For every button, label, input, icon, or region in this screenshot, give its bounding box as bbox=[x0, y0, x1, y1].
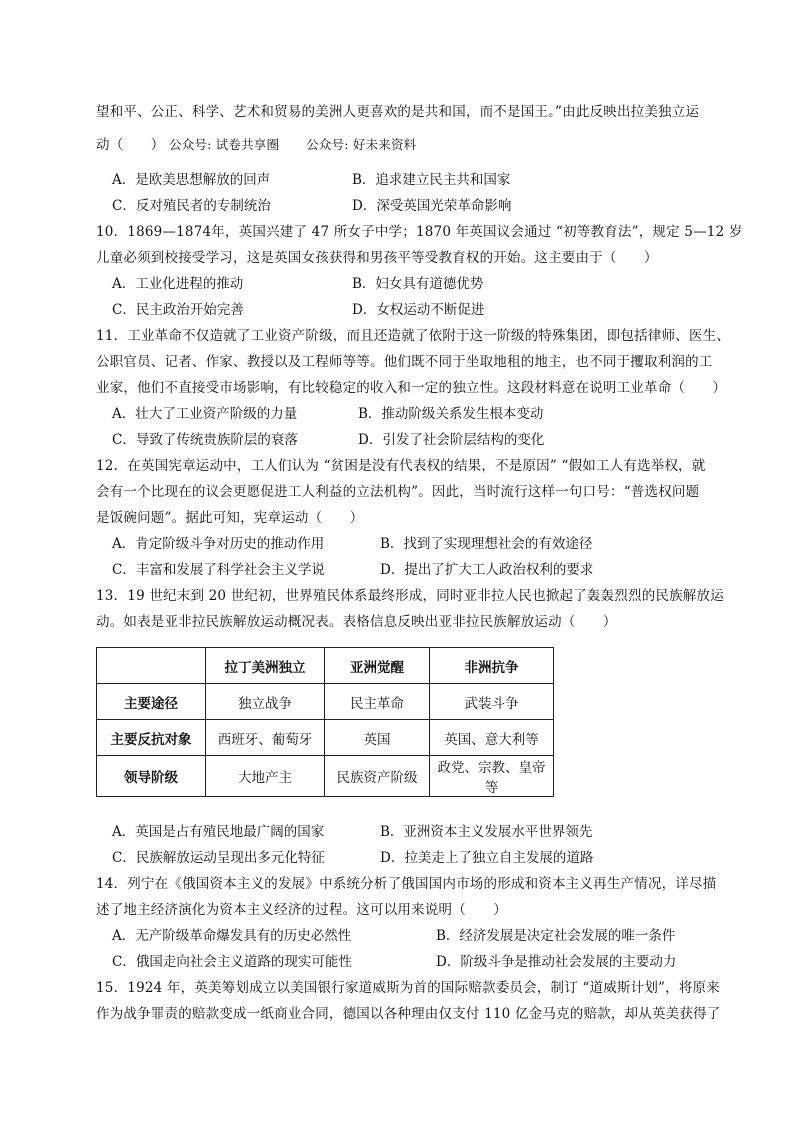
q14-option-b: B．经济发展是决定社会发展的唯一条件 bbox=[436, 928, 676, 944]
table-cell: 民族资产阶级 bbox=[325, 756, 430, 797]
q15-line-2: 作为战争罪责的赔款变成一纸商业合同，德国以各种理由仅支付 110 亿金马克的赔款，却从英美获得了 bbox=[96, 1006, 721, 1022]
q9-option-a: A．是欧美思想解放的回声 bbox=[112, 172, 271, 188]
q10-option-d: D．女权运动不断促进 bbox=[352, 302, 485, 318]
table-cell: 领导阶级 bbox=[97, 756, 206, 797]
q13-line-2: 动。如表是亚非拉民族解放运动概况表。表格信息反映出亚非拉民族解放运动（ ） bbox=[96, 614, 617, 630]
q11-option-a: A．壮大了工业资产阶级的力量 bbox=[112, 406, 298, 422]
q9-line-1: 望和平、公正、科学、艺术和贸易的美洲人更喜欢的是共和国，而不是国王。”由此反映出拉美独立运 bbox=[96, 104, 700, 120]
q15-line-1: 15．1924 年，英美筹划成立以美国银行家道威斯为首的国际赔款委员会，制订 “道威斯计划”，将原来 bbox=[96, 980, 720, 996]
table-cell: 政党、宗教、皇帝等 bbox=[430, 756, 554, 797]
q10-option-a: A．工业化进程的推动 bbox=[112, 276, 244, 292]
table-row bbox=[97, 756, 554, 797]
q12-option-b: B．找到了实现理想社会的有效途径 bbox=[380, 536, 593, 552]
q14-option-c: C．俄国走向社会主义道路的现实可能性 bbox=[112, 954, 352, 970]
q13-option-b: B．亚洲资本主义发展水平世界领先 bbox=[380, 824, 593, 840]
q14-line-2: 述了地主经济演化为资本主义经济的过程。这可以用来说明（ ） bbox=[96, 902, 507, 918]
watermark-text-2: 公众号: 好未来资料 bbox=[306, 137, 417, 152]
q9-line-2 bbox=[96, 133, 416, 153]
q12-line-2: 会有一个比现在的议会更愿促进工人利益的立法机构”。因此，当时流行这样一句口号：“普选权问题 bbox=[96, 484, 700, 500]
table-row bbox=[97, 684, 554, 720]
q12-line-1: 12．在英国宪章运动中，工人们认为 “贫困是没有代表权的结果，不是原因” “假如工人有选举权，就 bbox=[96, 458, 706, 474]
q10-option-b: B．妇女具有道德优势 bbox=[352, 276, 484, 292]
table-header-cell: 拉丁美洲独立 bbox=[206, 648, 325, 684]
q13-option-a: A．英国是占有殖民地最广阔的国家 bbox=[112, 824, 325, 840]
q11-option-b: B．推动阶级关系发生根本变动 bbox=[358, 406, 544, 422]
q11-line-1: 11．工业革命不仅造就了工业资产阶级，而且还造就了依附于这一阶级的特殊集团，即包括律师、医生、 bbox=[96, 328, 731, 344]
q10-option-c: C．民主政治开始完善 bbox=[112, 302, 244, 318]
q12-option-c: C．丰富和发展了科学社会主义学说 bbox=[112, 562, 325, 578]
q14-option-d: D．阶级斗争是推动社会发展的主要动力 bbox=[436, 954, 677, 970]
q11-line-3: 业家，他们不直接受市场影响，有比较稳定的收入和一定的独立性。这段材料意在说明工业革命（ ） bbox=[96, 380, 727, 396]
q12-line-3: 是饭碗问题”。据此可知，宪章运动（ ） bbox=[96, 510, 364, 526]
table-cell: 民主革命 bbox=[325, 684, 430, 720]
table-cell: 英国 bbox=[325, 720, 430, 756]
q12-option-a: A．肯定阶级斗争对历史的推动作用 bbox=[112, 536, 325, 552]
watermark-text-1: 公众号: 试卷共享圈 bbox=[169, 137, 280, 152]
table-cell: 主要途径 bbox=[97, 684, 206, 720]
table-row bbox=[97, 720, 554, 756]
liberation-movement-table bbox=[96, 647, 554, 797]
q9-option-d: D．深受英国光荣革命影响 bbox=[352, 198, 512, 214]
table-cell: 主要反抗对象 bbox=[97, 720, 206, 756]
table-cell: 大地产主 bbox=[206, 756, 325, 797]
table-cell: 英国、意大利等 bbox=[430, 720, 554, 756]
table-header-cell bbox=[97, 648, 206, 684]
table-header-row bbox=[97, 648, 554, 684]
q11-line-2: 公职官员、记者、作家、教授以及工程师等等。他们既不同于坐取地租的地主，也不同于攫取利润的工 bbox=[96, 354, 713, 370]
q11-option-c: C．导致了传统贵族阶层的衰落 bbox=[112, 432, 298, 448]
table-cell: 武装斗争 bbox=[430, 684, 554, 720]
q14-line-1: 14．列宁在《俄国资本主义的发展》中系统分析了俄国国内市场的形成和资本主义再生产情况，详尽描 bbox=[96, 876, 717, 892]
table-header-cell: 非洲抗争 bbox=[430, 648, 554, 684]
q12-option-d: D．提出了扩大工人政治权利的要求 bbox=[380, 562, 594, 578]
q13-option-c: C．民族解放运动呈现出多元化特征 bbox=[112, 850, 325, 866]
q10-line-1: 10．1869—1874年，英国兴建了 47 所女子中学；1870 年英国议会通过 “初等教育法”，规定 5—12 岁 bbox=[96, 224, 743, 240]
q9-stem-end: 动（ ） bbox=[96, 137, 165, 153]
q10-line-2: 儿童必须到校接受学习，这是英国女孩获得和男孩平等受教育权的开始。这主要由于（ ） bbox=[96, 250, 658, 266]
table-header-cell: 亚洲觉醒 bbox=[325, 648, 430, 684]
q9-option-b: B．追求建立民主共和国家 bbox=[352, 172, 511, 188]
q11-option-d: D．引发了社会阶层结构的变化 bbox=[358, 432, 545, 448]
q13-option-d: D．拉美走上了独立自主发展的道路 bbox=[380, 850, 594, 866]
q9-option-c: C．反对殖民者的专制统治 bbox=[112, 198, 271, 214]
table-cell: 独立战争 bbox=[206, 684, 325, 720]
table-cell: 西班牙、葡萄牙 bbox=[206, 720, 325, 756]
q13-line-1: 13．19 世纪末到 20 世纪初，世界殖民体系最终形成，同时亚非拉人民也掀起了轰轰烈烈的民族解放运 bbox=[96, 588, 724, 604]
q14-option-a: A．无产阶级革命爆发具有的历史必然性 bbox=[112, 928, 352, 944]
